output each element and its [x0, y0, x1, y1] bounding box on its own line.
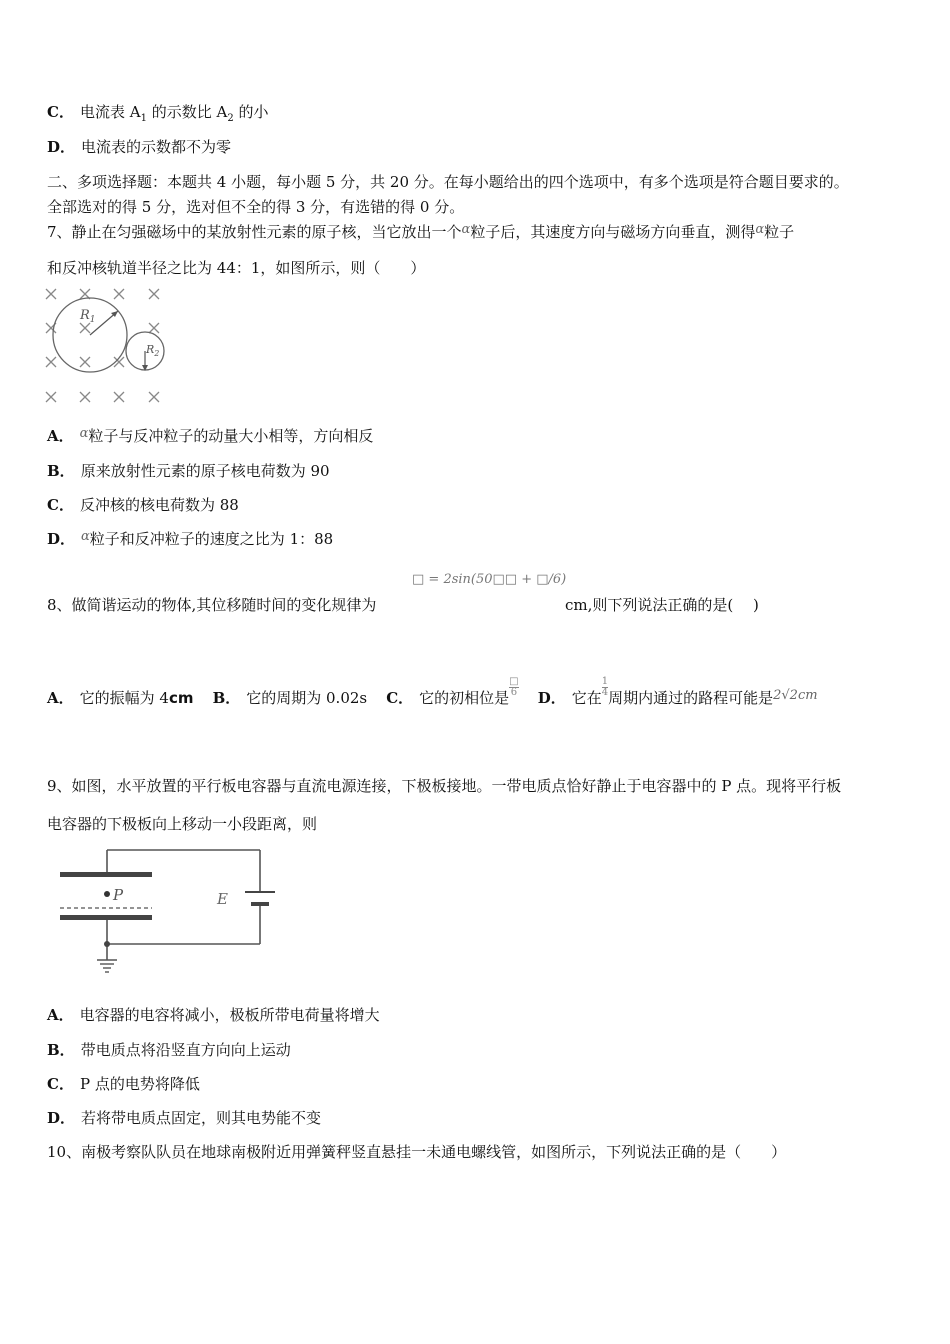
charged-particle-p	[104, 891, 110, 897]
q7-option-b: B． 原来放射性元素的原子核电荷数为 90	[47, 462, 330, 480]
label-e: E	[217, 890, 228, 908]
q7-magnetic-field-figure	[40, 283, 175, 408]
q9-option-a: A． 电容器的电容将减小，极板所带电荷量将增大	[47, 1006, 380, 1024]
q8-formula-image: □ = 2sin(50□□ + □/6)	[412, 572, 567, 587]
junction-dot	[104, 941, 110, 947]
alpha-symbol: α	[755, 222, 765, 237]
q8-options: A． 它的振幅为 4cm B． 它的周期为 0.02s C． 它的初相位是 $\frac{□}{6}$ D． 它在 $\frac{1}{4}$ 周期内通过的路程可能是2√2cm	[47, 675, 818, 707]
section2-heading: 二、多项选择题：本题共 4 小题，每小题 5 分，共 20 分。在每小题给出的四个选项中，有多个选项是符合题目要求的。	[47, 173, 849, 191]
label-p: P	[113, 886, 124, 904]
label-r2: $R_2$	[146, 343, 160, 358]
ground-icon	[97, 960, 117, 972]
q9-capacitor-circuit-figure	[55, 842, 285, 977]
lower-plate	[60, 915, 152, 920]
upper-plate	[60, 872, 152, 877]
alpha-symbol: α	[81, 529, 90, 544]
option-d-prev: D． 电流表的示数都不为零	[47, 138, 232, 156]
section2-subheading: 全部选对的得 5 分，选对但不全的得 3 分，有选错的得 0 分。	[47, 198, 465, 216]
label-r1: $R_1$	[80, 308, 96, 325]
fraction-one-quarter: $\frac{1}{4}$	[601, 675, 609, 698]
q7-option-a: A． α粒子与反冲粒子的动量大小相等，方向相反	[47, 426, 374, 445]
q8-stem-tail: cm,则下列说法正确的是( )	[565, 596, 759, 614]
q7-stem-line1: 7、静止在匀强磁场中的某放射性元素的原子核，当它放出一个α粒子后，其速度方向与磁场方向垂直，测得α粒子	[47, 222, 795, 241]
alpha-symbol: α	[79, 426, 89, 441]
fraction-pi-over-6: $\frac{□}{6}$	[509, 675, 519, 698]
q9-option-d: D． 若将带电质点固定，则其电势能不变	[47, 1109, 322, 1127]
q8-stem: 8、做简谐运动的物体,其位移随时间的变化规律为	[47, 596, 377, 614]
q10-stem: 10、南极考察队队员在地球南极附近用弹簧秤竖直悬挂一未通电螺线管，如图所示，下列说法正确的是（ ）	[47, 1143, 787, 1161]
q7-stem-line2: 和反冲核轨道半径之比为 44：1，如图所示，则（ ）	[47, 259, 426, 277]
option-c-prev: C． 电流表 $A_1$ 的示数比 $A_2$ 的小	[47, 103, 269, 124]
q9-stem-line2: 电容器的下极板向上移动一小段距离，则	[47, 815, 318, 833]
field-cross-marks	[46, 289, 159, 402]
q7-option-c: C． 反冲核的核电荷数为 88	[47, 496, 239, 514]
q7-option-d: D． α粒子和反冲粒子的速度之比为 1：88	[47, 529, 334, 548]
alpha-symbol: α	[461, 222, 471, 237]
q9-option-c: C． P 点的电势将降低	[47, 1075, 200, 1093]
q9-stem-line1: 9、如图，水平放置的平行板电容器与直流电源连接，下极板接地。一带电质点恰好静止于电容器中的 P 点。现将平行板	[47, 777, 842, 795]
q9-option-b: B． 带电质点将沿竖直方向向上运动	[47, 1041, 291, 1059]
